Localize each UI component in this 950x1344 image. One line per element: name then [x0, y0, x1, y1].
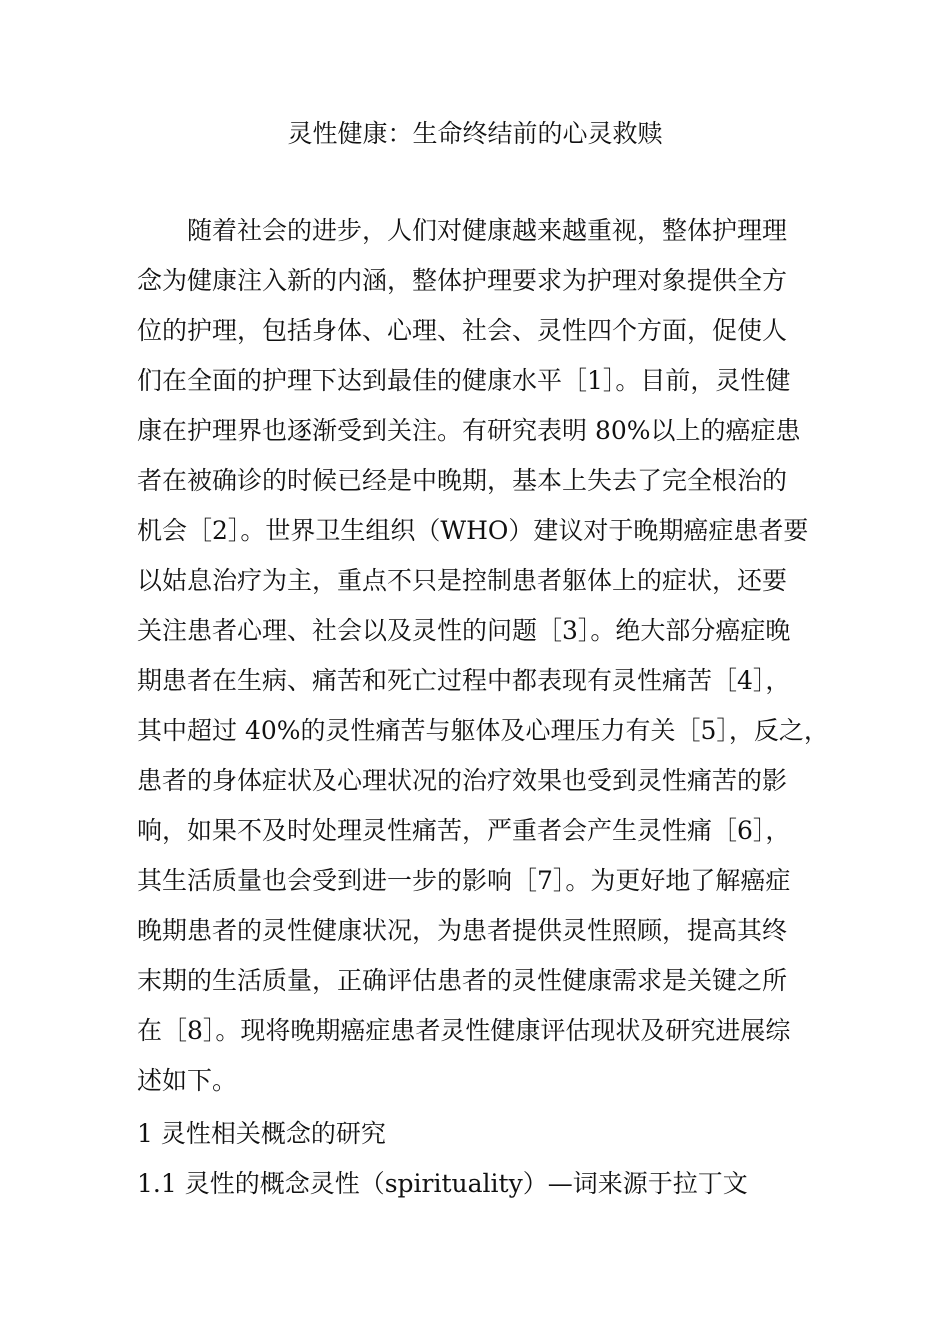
paragraph-line: 响，如果不及时处理灵性痛苦，严重者会产生灵性痛［6］， — [137, 816, 791, 845]
paragraph-line: 患者的身体症状及心理状况的治疗效果也受到灵性痛苦的影 — [137, 766, 788, 795]
intro-paragraph — [137, 206, 837, 1106]
paragraph-line: 其中超过 40%的灵性痛苦与躯体及心理压力有关［5］，反之， — [137, 716, 829, 745]
paragraph-line: 其生活质量也会受到进一步的影响［7］。为更好地了解癌症 — [137, 866, 791, 895]
document-title: 灵性健康：生命终结前的心灵救赎 — [287, 119, 663, 148]
paragraph-line: 关注患者心理、社会以及灵性的问题［3］。绝大部分癌症晚 — [137, 616, 791, 645]
paragraph-line: 们在全面的护理下达到最佳的健康水平［1］。目前，灵性健 — [137, 366, 791, 395]
paragraph-line: 在［8］。现将晚期癌症患者灵性健康评估现状及研究进展综 — [137, 1016, 791, 1045]
paragraph-line: 位的护理，包括身体、心理、社会、灵性四个方面，促使人 — [137, 316, 788, 345]
paragraph-line: 康在护理界也逐渐受到关注。有研究表明 80%以上的癌症患 — [137, 416, 801, 445]
paragraph-line: 以姑息治疗为主，重点不只是控制患者躯体上的症状，还要 — [137, 566, 788, 595]
subsection-heading: 1.1 灵性的概念灵性（spirituality）—词来源于拉丁文 — [137, 1169, 748, 1198]
paragraph-line: 期患者在生病、痛苦和死亡过程中都表现有灵性痛苦［4］， — [137, 666, 791, 695]
section-heading: 1 灵性相关概念的研究 — [137, 1119, 386, 1148]
paragraph-line: 述如下。 — [137, 1066, 238, 1095]
paragraph-line: 机会［2］。世界卫生组织（WHO）建议对于晚期癌症患者要 — [137, 516, 809, 545]
paragraph-line: 晚期患者的灵性健康状况，为患者提供灵性照顾，提高其终 — [137, 916, 788, 945]
paragraph-line: 念为健康注入新的内涵，整体护理要求为护理对象提供全方 — [137, 266, 788, 295]
paragraph-line: 随着社会的进步，人们对健康越来越重视，整体护理理 — [187, 216, 788, 245]
paragraph-line: 末期的生活质量，正确评估患者的灵性健康需求是关键之所 — [137, 966, 788, 995]
paragraph-line: 者在被确诊的时候已经是中晚期，基本上失去了完全根治的 — [137, 466, 788, 495]
